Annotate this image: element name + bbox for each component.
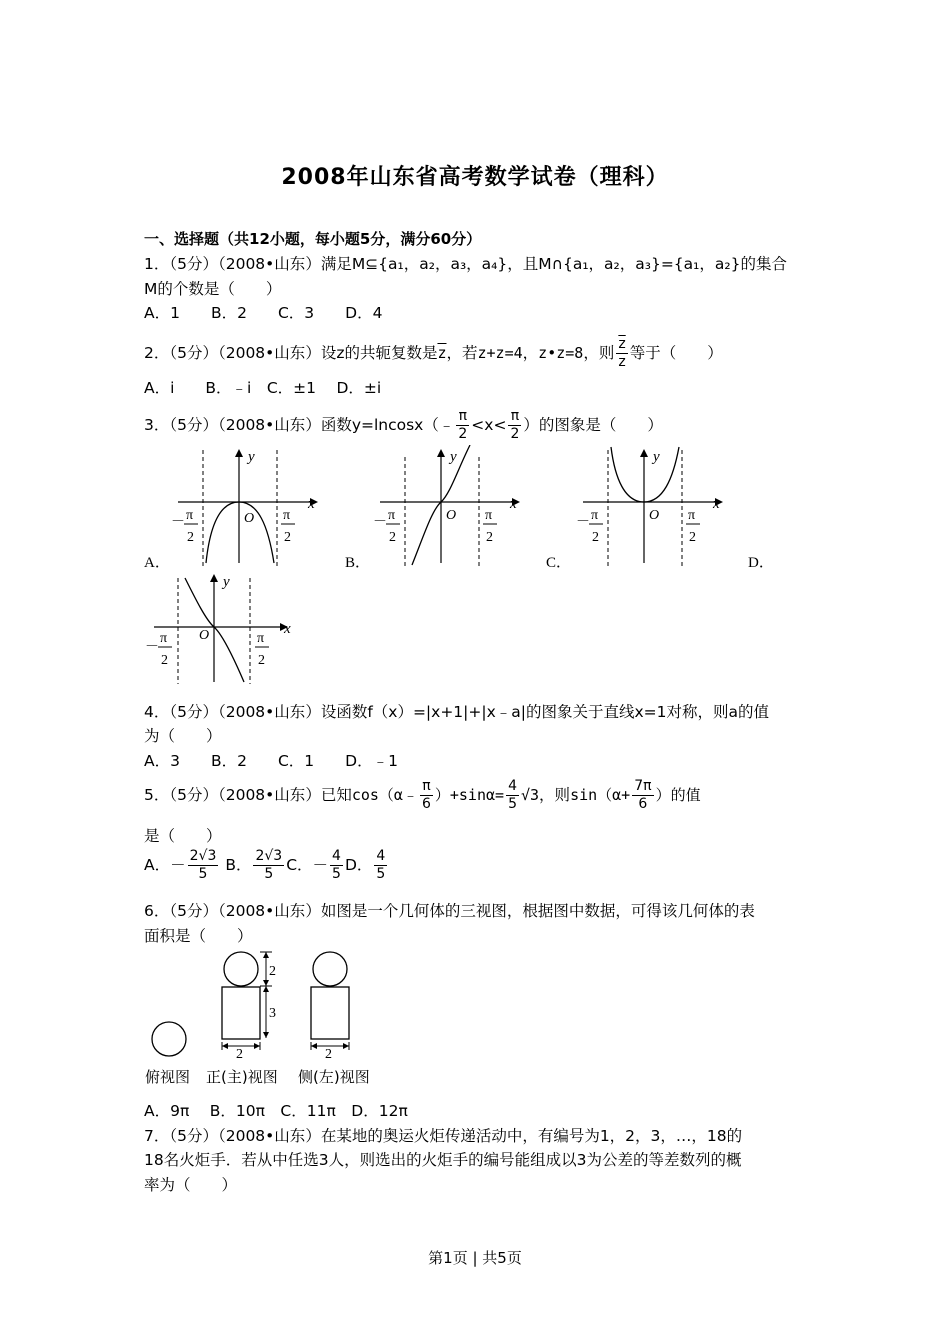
q4-options: A．3 B．2 C．1 D．﹣1 [144,752,398,770]
q5-opt-b-num: 2√3 [255,848,283,864]
side-view-cylinder [311,987,349,1039]
q2-mid1: ，若 [446,344,478,362]
origin-label: O [244,511,255,526]
q5-end: ）的值 [655,786,701,804]
x-label: x [284,621,291,637]
two-label: 2 [258,653,265,668]
x-label: x [510,496,517,512]
q5-opt-a: A． [144,856,171,874]
q6-line1: 6．（5分）（2008•山东）如图是一个几何体的三视图，根据图中数据，可得该几何体的表 [144,902,755,920]
q3-two-left: 2 [458,426,468,442]
q5-opt-c-den: 5 [332,866,341,882]
neg-sign: － [576,515,590,530]
q3-label-a: A． [144,555,170,571]
y-axis-arrow-icon [640,449,648,457]
q2-eq2: z•z=8 [538,344,584,362]
dim-label-2: 2 [269,964,276,979]
q5-sin: sin（α+ [570,786,631,804]
q5-four: 4 [508,778,517,794]
dim-label-2: 2 [236,1047,243,1062]
q7-line1: 7．（5分）（2008•山东）在某地的奥运火炬传递活动中，有编号为1，2，3，…，18的 [144,1127,743,1145]
two-label: 2 [486,530,493,545]
q5-seven-pi: 7π [634,778,652,794]
q5-prefix: 5．（5分）（2008•山东）已知 [144,786,352,804]
q3-line [144,408,663,443]
pi-label: π [591,508,599,523]
arrow-icon [254,1043,260,1049]
q3-neg: ﹣ [438,416,455,434]
top-view-circle [152,1022,186,1056]
q3-prefix: 3．（5分）（2008•山东）函数y=lncosx（ [144,416,439,434]
two-label: 2 [592,530,599,545]
q3-frac-right [508,408,521,443]
q3-two-right: 2 [510,426,520,442]
q5-options [144,848,389,883]
q4-line1: 4．（5分）（2008•山东）设函数f（x）=|x+1|+|x﹣a|的图象关于直线x=1对称，则a的值 [144,703,770,721]
pi-label: π [186,508,194,523]
q2-fraction [616,336,627,371]
origin-label: O [199,628,210,643]
neg-sign: － [145,640,159,655]
arrow-icon [222,1043,228,1049]
q5-opt-a-frac [188,848,219,883]
q4-line2: 为（ ） [144,727,222,745]
q7-line2: 18名火炬手．若从中任选3人，则选出的火炬手的编号能组成以3为公差的等差数列的概 [144,1151,742,1169]
pi-label: π [283,508,291,523]
y-label: y [223,574,230,590]
q3-pi-left: π [456,408,469,426]
q3-frac-left [456,408,469,443]
q6-options: A．9π B．10π C．11π D．12π [144,1102,408,1120]
q2-frac-num: $\overline{z}$ [618,336,626,352]
q1-line1: 1．（5分）（2008•山东）满足M⊆{a₁，a₂，a₃，a₄}，且M∩{a₁，a₂，a₃}={a₁，a₂}的集合 [144,255,787,273]
q2-prefix: 2．（5分）（2008•山东）设z的共轭复数是 [144,344,438,362]
y-axis-arrow-icon [210,574,218,582]
q5-opt-a-num: 2√3 [189,848,217,864]
q2-frac-den: z [618,354,626,370]
q5-opt-d-num: 4 [376,848,386,864]
two-label: 2 [161,653,168,668]
q5-opt-b: B． [225,856,252,874]
q5-opt-c-num: 4 [332,848,341,864]
page-title: 2008年山东省高考数学试卷（理科） [281,165,669,190]
q5-cos: cos（α﹣ [351,786,418,804]
x-label: x [308,496,315,512]
q3-label-b: B． [345,555,371,571]
q5-opt-c-frac [330,848,343,883]
q5-opt-a-den: 5 [198,866,208,882]
q5-then: ，则 [539,786,571,804]
q6-three-views-figure [140,946,390,1088]
q7-line3: 率为（ ） [144,1176,238,1194]
q5-opt-d: D． [344,856,373,874]
q5-six: 6 [421,796,431,812]
q5-opt-d-frac [374,848,387,883]
section-heading: 一、选择题（共12小题，每小题5分，满分60分） [144,230,482,248]
arrow-icon [263,952,269,958]
q5-opt-b-den: 5 [264,866,274,882]
q5-pi: π [420,778,433,796]
q2-line [144,336,723,371]
y-label: y [450,449,457,465]
front-view-sphere [224,952,258,986]
q1-line2: M的个数是（ ） [144,280,282,298]
y-label: y [248,449,255,465]
two-label: 2 [187,530,194,545]
q2-zbar: $\overline{z}$ [437,344,447,362]
arrow-icon [343,1043,349,1049]
arrow-icon [263,1032,269,1038]
view-label-top: 俯视图 [145,1068,191,1086]
pi-label: π [388,508,396,523]
side-view-sphere [313,952,347,986]
arrow-icon [263,986,269,992]
pi-label: π [257,631,265,646]
q5-six-2: 6 [638,796,648,812]
q3-pi-right: π [508,408,521,426]
y-axis-arrow-icon [235,449,243,457]
q3-suffix: ）的图象是（ ） [523,416,663,434]
two-label: 2 [389,530,396,545]
origin-label: O [446,508,457,523]
q3-graph-c [565,445,735,570]
two-label: 2 [689,530,696,545]
view-label-side: 侧(左)视图 [298,1068,370,1086]
two-label: 2 [284,530,291,545]
view-label-front: 正(主)视图 [206,1068,278,1086]
pi-label: π [485,508,493,523]
q3-graph-a [160,445,330,570]
q5-sqrt3: √3 [520,786,540,804]
front-view-cylinder [222,987,260,1039]
q3-graph-d [132,570,307,688]
neg-sign: － [171,515,185,530]
q5-line2: 是（ ） [144,827,222,845]
arrow-icon [311,1043,317,1049]
q5-opt-c-minus: － [312,856,329,874]
q5-opt-d-den: 5 [376,866,386,882]
q5-five: 5 [508,796,517,812]
q3-label-c: C． [546,555,572,571]
q1-options: A．1 B．2 C．3 D．4 [144,304,383,322]
y-label: y [653,449,660,465]
curve [206,502,274,563]
q2-suffix: 等于（ ） [629,344,723,362]
q5-frac-7pi6 [632,778,653,813]
q5-mid: ）+sinα= [434,786,505,804]
arrow-icon [263,980,269,986]
y-axis-arrow-icon [437,449,445,457]
q2-eq1: z+z=4 [477,344,523,362]
q3-lt: <x< [471,416,507,434]
dim-label-2: 2 [325,1047,332,1062]
q5-opt-a-minus: － [170,856,186,874]
pi-label: π [688,508,696,523]
q5-opt-c: C． [286,856,313,874]
neg-sign: － [373,515,387,530]
q3-label-d: D． [748,555,774,571]
q5-frac-pi6 [420,778,433,813]
dim-label-3: 3 [269,1006,276,1021]
q5-opt-b-frac [253,848,284,883]
q3-graph-b [362,445,532,570]
q5-frac-45 [506,778,519,813]
page-footer: 第1页 | 共5页 [428,1249,522,1267]
pi-label: π [160,631,168,646]
q6-line2: 面积是（ ） [144,927,253,945]
origin-label: O [649,508,660,523]
q2-options: A．i B．﹣i C．±1 D．±i [144,379,382,397]
q5-line [144,778,701,813]
q2-mid2: ，则 [583,344,615,362]
q2-sep: ， [522,344,539,362]
x-label: x [713,496,720,512]
